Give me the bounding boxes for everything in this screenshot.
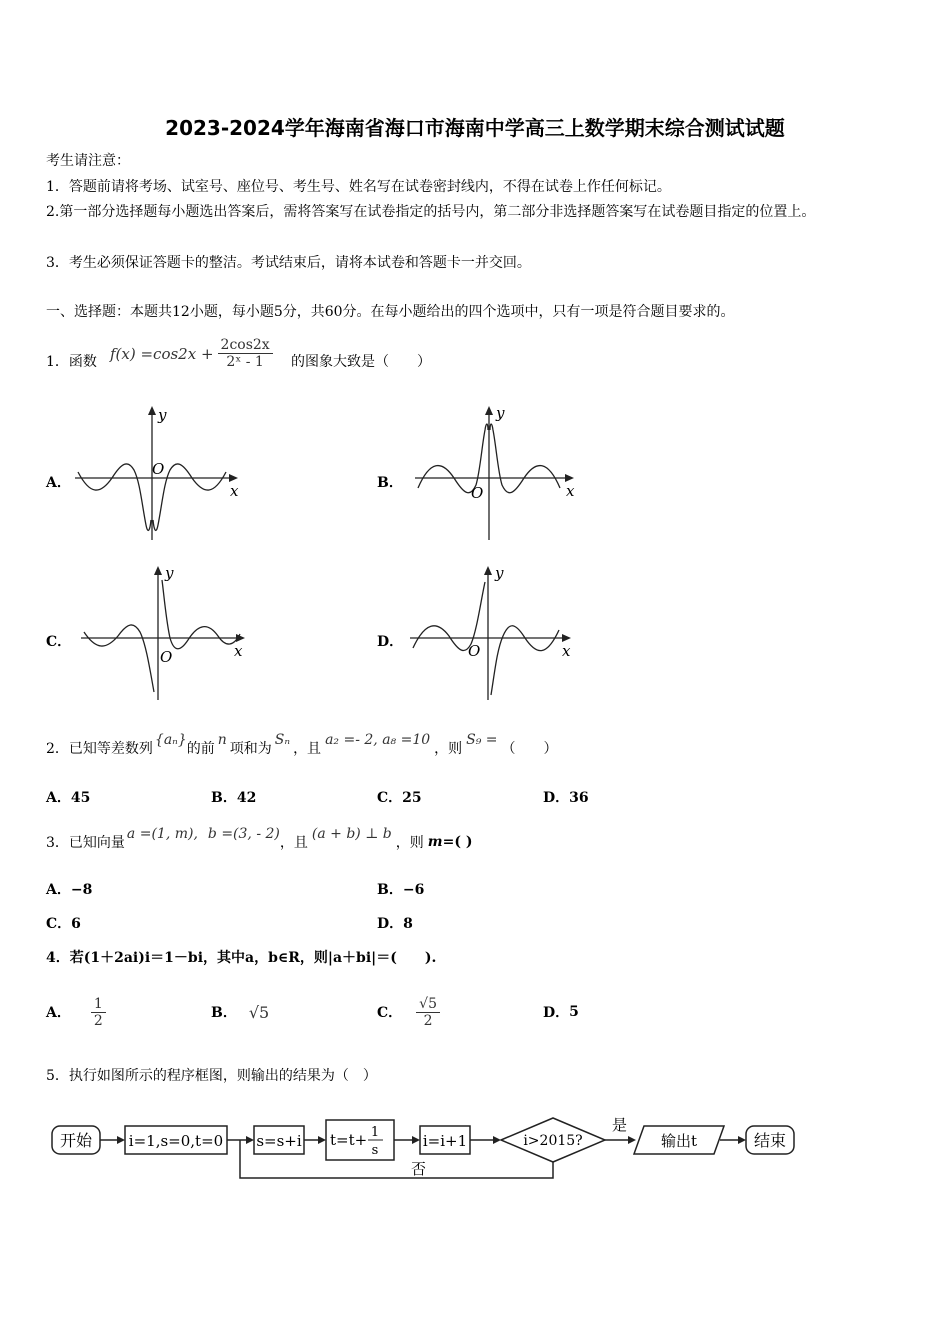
q2-option-c[interactable]: C．25: [377, 790, 422, 806]
page-title: 2023-2024学年海南省海口市海南中学高三上数学期末综合测试试题: [165, 116, 785, 140]
x-label: x: [562, 642, 571, 660]
x-label: x: [566, 482, 575, 500]
x-label: x: [230, 482, 239, 500]
flow-init-text: i=1,s=0,t=0: [128, 1132, 224, 1150]
flow-step2-num: 1: [370, 1125, 380, 1140]
q3-cond: (a + b) ⊥ b: [311, 826, 392, 842]
q3-option-c[interactable]: C．6: [46, 916, 81, 932]
q1-option-b-label[interactable]: B．: [377, 475, 403, 491]
y-arrow-icon: [148, 406, 156, 415]
q1-graph-c[interactable]: [76, 560, 256, 705]
q2-stem: [46, 728, 558, 768]
q2-seq: {aₙ}: [154, 732, 187, 748]
q5-flowchart: [46, 1106, 806, 1186]
arrow-icon: [246, 1136, 254, 1144]
origin-label: O: [468, 642, 481, 660]
flow-step3-text: i=i+1: [422, 1132, 468, 1150]
q2-option-b[interactable]: B．42: [211, 790, 257, 806]
q3-option-b[interactable]: B．−6: [377, 882, 425, 898]
q3-tail: =( ): [442, 834, 473, 850]
q3-suffix: ，则: [395, 835, 424, 851]
x-label: x: [234, 642, 243, 660]
q3-m: m: [427, 834, 443, 850]
y-label: y: [496, 404, 505, 422]
flow-step1-text: s=s+i: [256, 1132, 302, 1150]
q2-suffix: （ ）: [501, 741, 558, 757]
notice-item-1: 1．答题前请将考场、试室号、座位号、考生号、姓名写在试卷密封线内，不得在试卷上作任何标记。: [46, 179, 671, 195]
x-arrow-icon: [562, 634, 571, 642]
q4-stem: 4．若(1＋2ai)i＝1－bi，其中a，b∈R，则|a＋bi|＝( ).: [46, 950, 437, 966]
origin-label: O: [160, 648, 173, 666]
q3-vec-b: b =(3, - 2): [207, 826, 280, 842]
q5-stem: 5．执行如图所示的程序框图，则输出的结果为（ ）: [46, 1068, 377, 1084]
flow-decision-text: i>2015?: [523, 1133, 583, 1149]
q1-option-c-label[interactable]: C．: [46, 634, 72, 650]
flow-step2-lhs: t=t+: [330, 1131, 368, 1149]
q2-mid3: ，且: [293, 741, 322, 757]
q2-s9: S₉ =: [466, 732, 498, 748]
q2-mid4: ，则: [434, 741, 463, 757]
q1-fraction: [218, 337, 273, 370]
flow-no-label: 否: [411, 1160, 427, 1178]
q2-mid2: 项和为: [229, 741, 272, 757]
x-arrow-icon: [565, 474, 574, 482]
q2-n: n: [217, 732, 227, 748]
q3-stem: [46, 822, 472, 862]
flow-output-text: 输出t: [660, 1132, 698, 1150]
q1-suffix: 的图象大致是（ ）: [291, 354, 431, 370]
notice-heading: 考生请注意：: [46, 153, 130, 169]
arrow-icon: [628, 1136, 636, 1144]
q1-frac-num: 2cos2x: [218, 337, 273, 354]
q3-mid: ，且: [279, 835, 308, 851]
arrow-icon: [738, 1136, 746, 1144]
section-heading: 一、选择题：本题共12小题，每小题5分，共60分。在每小题给出的四个选项中，只有一项是符合题目要求的。: [46, 304, 735, 320]
arrow-icon: [117, 1136, 125, 1144]
flow-yes-label: 是: [612, 1116, 628, 1134]
q2-sn: Sₙ: [274, 732, 291, 748]
q1-func-lhs: f(x) =cos2x +: [110, 344, 214, 363]
q1-graph-d[interactable]: [405, 560, 585, 705]
arrow-icon: [318, 1136, 326, 1144]
q2-option-d[interactable]: D．36: [543, 790, 589, 806]
y-label: y: [158, 406, 167, 424]
flow-end-text: 结束: [753, 1131, 787, 1150]
q1-frac-den: 2ˣ - 1: [226, 354, 264, 370]
notice-item-2: 2.第一部分选择题每小题选出答案后，需将答案写在试卷指定的括号内，第二部分非选择题答案写在试卷题目指定的位置上。: [46, 204, 816, 220]
q1-graph-a[interactable]: [70, 400, 250, 545]
q3-option-d[interactable]: D．8: [377, 916, 413, 932]
arrow-icon: [412, 1136, 420, 1144]
q4-option-a[interactable]: A． $\frac{1}{2}$: [46, 982, 106, 1042]
y-label: y: [495, 564, 504, 582]
q3-vec-a: a =(1, m),: [126, 826, 198, 842]
q1-option-d-label[interactable]: D．: [377, 634, 404, 650]
q1-formula: [110, 337, 273, 370]
origin-label: O: [152, 460, 165, 478]
q1-prefix: 1．函数: [46, 354, 97, 370]
q4-option-c[interactable]: C． $\frac{√5}{2}$: [377, 982, 440, 1042]
q4-option-d[interactable]: D． 5: [543, 1004, 579, 1021]
q4-option-b[interactable]: B． √5: [211, 1002, 270, 1022]
y-arrow-icon: [154, 566, 162, 575]
y-arrow-icon: [484, 566, 492, 575]
q1-graph-b[interactable]: [410, 400, 590, 545]
q1-option-a-label[interactable]: A．: [46, 475, 71, 491]
graph-c-curve: [84, 580, 240, 692]
q3-option-a[interactable]: A．−8: [46, 882, 93, 898]
y-label: y: [165, 564, 174, 582]
flow-step2-den: s: [371, 1143, 379, 1158]
q2-prefix: 2．已知等差数列: [46, 741, 153, 757]
x-arrow-icon: [229, 474, 238, 482]
q2-mid1: 的前: [186, 741, 215, 757]
flow-start-text: 开始: [59, 1131, 93, 1150]
q2-cond: a₂ =- 2, a₈ =10: [325, 732, 431, 748]
q3-prefix: 3．已知向量: [46, 835, 125, 851]
y-arrow-icon: [485, 406, 493, 415]
notice-item-3: 3．考生必须保证答题卡的整洁。考试结束后，请将本试卷和答题卡一并交回。: [46, 255, 531, 271]
q2-option-a[interactable]: A．45: [46, 790, 91, 806]
origin-label: O: [471, 484, 484, 502]
